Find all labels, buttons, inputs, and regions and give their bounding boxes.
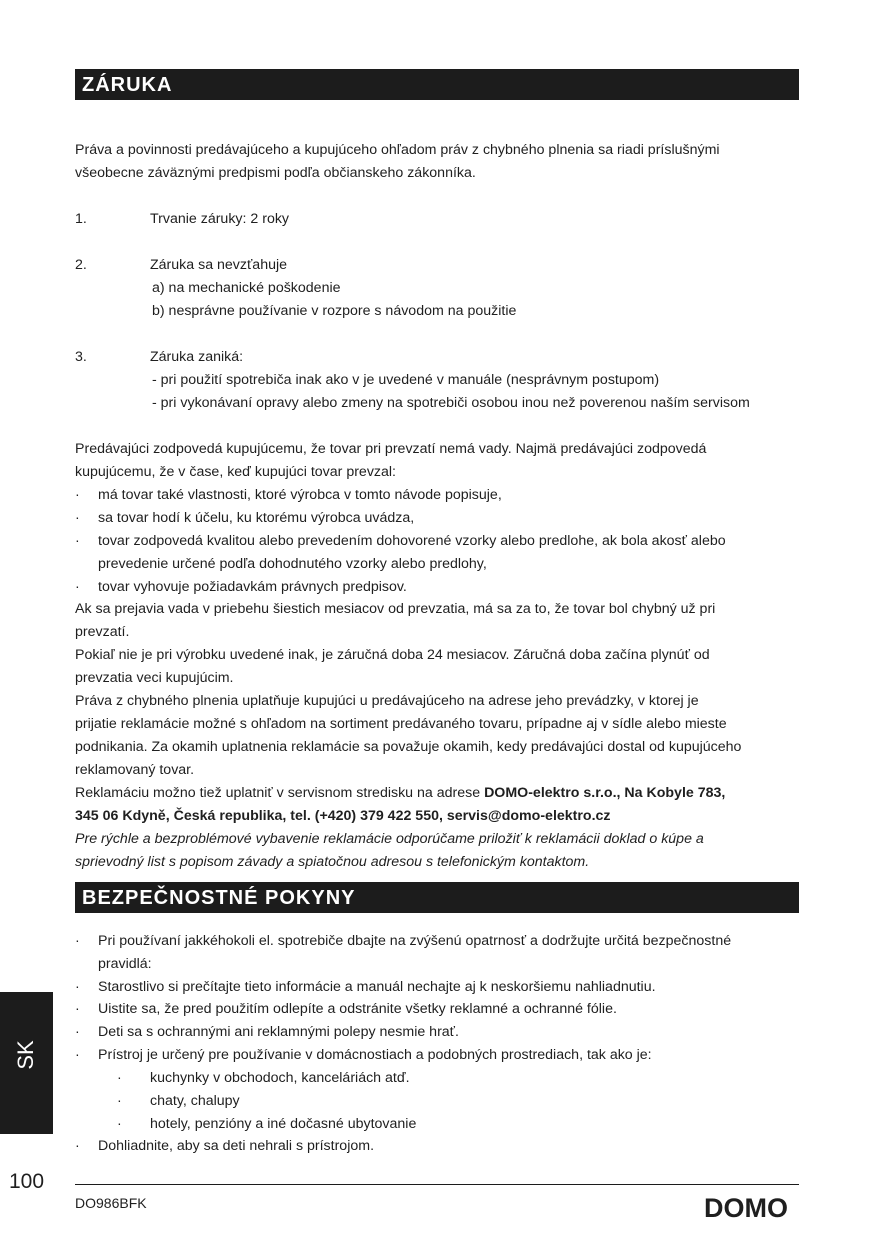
paragraph-line: Pokiaľ nie je pri výrobku uvedené inak, je záručná doba 24 mesiacov. Záručná doba začína plynúť od [75, 647, 710, 663]
service-address: DOMO-elektro s.r.o., Na Kobyle 783, [484, 785, 726, 801]
bullet-dot: · [117, 1116, 122, 1132]
safety-heading: BEZPEČNOSTNÉ POKYNY [75, 882, 799, 913]
bullet-dot: · [75, 487, 80, 503]
safety-last-bullet: Dohliadnite, aby sa deti nehrali s prístrojom. [98, 1138, 375, 1154]
warranty-bullet-4: tovar vyhovuje požiadavkám právnych predpisov. [98, 579, 407, 595]
bullet-dot: · [75, 933, 80, 949]
item-2-sub-b: b) nesprávne používanie v rozpore s návodom na použitie [152, 303, 517, 319]
bullet-dot: · [75, 533, 80, 549]
safety-sub-bullet-1: kuchynky v obchodoch, kanceláriách atď. [150, 1070, 410, 1086]
paragraph-line: podnikania. Za okamih uplatnenia reklamácie sa považuje okamih, kedy predávajúci dostal od kupujúceho [75, 739, 742, 755]
intro-line-1: Práva a povinnosti predávajúceho a kupujúceho ohľadom práv z chybného plnenia sa riadi príslušnými [75, 142, 720, 158]
bullet-dot: · [75, 579, 80, 595]
seller-line-2: kupujúcemu, že v čase, keď kupujúci tovar prevzal: [75, 464, 396, 480]
safety-bullet-4: Deti sa s ochrannými ani reklamnými polepy nesmie hrať. [98, 1024, 459, 1040]
warranty-bullet-3-line-2: prevedenie určené podľa dohodnutého vzorky alebo predlohy, [98, 556, 487, 572]
page-number: 100 [9, 1170, 45, 1193]
safety-bullet-2: Starostlivo si prečítajte tieto informácie a manuál nechajte aj k neskoršiemu nahliadnutiu. [98, 979, 656, 995]
warranty-bullet-1: má tovar také vlastnosti, ktoré výrobca v tomto návode popisuje, [98, 487, 502, 503]
paragraph-line: prevzatí. [75, 624, 130, 640]
italic-note-line-2: sprievodný list s popisom závady a spiatočnou adresou s telefonickým kontaktom. [75, 854, 590, 870]
item-1-title: Trvanie záruky: 2 roky [150, 211, 290, 227]
bullet-dot: · [75, 979, 80, 995]
safety-bullet-5: Prístroj je určený pre používanie v domácnostiach a podobných prostrediach, tak ako je: [98, 1047, 652, 1063]
bullet-dot: · [75, 510, 80, 526]
service-contact: 345 06 Kdyně, Česká republika, tel. (+420) 379 422 550, servis@domo-elektro.cz [75, 808, 611, 824]
warranty-bullet-3-line-1: tovar zodpovedá kvalitou alebo prevedením dohovorené vzorky alebo predlohe, ak bola akosť alebo [98, 533, 726, 549]
paragraph-line: prevzatia veci kupujúcim. [75, 670, 234, 686]
bullet-dot: · [75, 1138, 80, 1154]
item-3-sub-2: - pri vykonávaní opravy alebo zmeny na spotrebiči osobou inou než poverenou naším servisom [152, 395, 750, 411]
safety-bullet-3: Uistite sa, že pred použitím odlepíte a odstránite všetky reklamné a ochranné fólie. [98, 1001, 617, 1017]
service-text: Reklamáciu možno tiež uplatniť v servisnom stredisku na adrese [75, 785, 485, 801]
intro-line-2: všeobecne záväznými predpismi podľa občianskeho zákonníka. [75, 165, 476, 181]
safety-bullet-1-line-1: Pri používaní jakkéhokoli el. spotrebiče dbajte na zvýšenú opatrnosť a dodržujte určitá bezpečnostné [98, 933, 732, 949]
bullet-dot: · [75, 1001, 80, 1017]
bullet-dot: · [117, 1093, 122, 1109]
item-2-sub-a: a) na mechanické poškodenie [152, 280, 341, 296]
domo-logo: DOMO [704, 1193, 788, 1223]
model-number: DO986BFK [75, 1195, 147, 1211]
bullet-dot: · [75, 1024, 80, 1040]
italic-note-line-1: Pre rýchle a bezproblémové vybavenie reklamácie odporúčame priložiť k reklamácii doklad o kúpe a [75, 831, 704, 847]
safety-sub-bullet-3: hotely, penzióny a iné dočasné ubytovanie [150, 1116, 417, 1132]
bullet-dot: · [117, 1070, 122, 1086]
item-2-title: Záruka sa nevzťahuje [150, 257, 288, 273]
paragraph-line: Ak sa prejavia vada v priebehu šiestich mesiacov od prevzatia, má sa za to, že tovar bol chybný už pri [75, 601, 716, 617]
warranty-heading: ZÁRUKA [75, 69, 799, 100]
paragraph-line: Práva z chybného plnenia uplatňuje kupujúci u predávajúceho na adrese jeho prevádzky, v ktorej je [75, 693, 699, 709]
footer-divider [75, 1184, 799, 1185]
bullet-dot: · [75, 1047, 80, 1063]
safety-sub-bullet-2: chaty, chalupy [150, 1093, 240, 1109]
item-3-number: 3. [75, 349, 87, 365]
item-2-number: 2. [75, 257, 87, 273]
item-3-sub-1: - pri použití spotrebiča inak ako v je uvedené v manuále (nesprávnym postupom) [152, 372, 660, 388]
warranty-bullet-2: sa tovar hodí k účelu, ku ktorému výrobca uvádza, [98, 510, 415, 526]
seller-line-1: Predávajúci zodpovedá kupujúcemu, že tovar pri prevzatí nemá vady. Najmä predávajúci zodpovedá [75, 441, 707, 457]
paragraph-line: reklamovaný tovar. [75, 762, 195, 778]
safety-bullet-1-line-2: pravidlá: [98, 956, 152, 972]
service-line-1 [75, 782, 725, 805]
item-1-number: 1. [75, 211, 87, 227]
item-3-title: Záruka zaniká: [150, 349, 244, 365]
paragraph-line: prijatie reklamácie možné s ohľadom na sortiment predávaného tovaru, prípadne aj v sídle alebo mieste [75, 716, 727, 732]
language-tab [0, 992, 53, 1134]
language-tab-label: SK [13, 1040, 38, 1070]
